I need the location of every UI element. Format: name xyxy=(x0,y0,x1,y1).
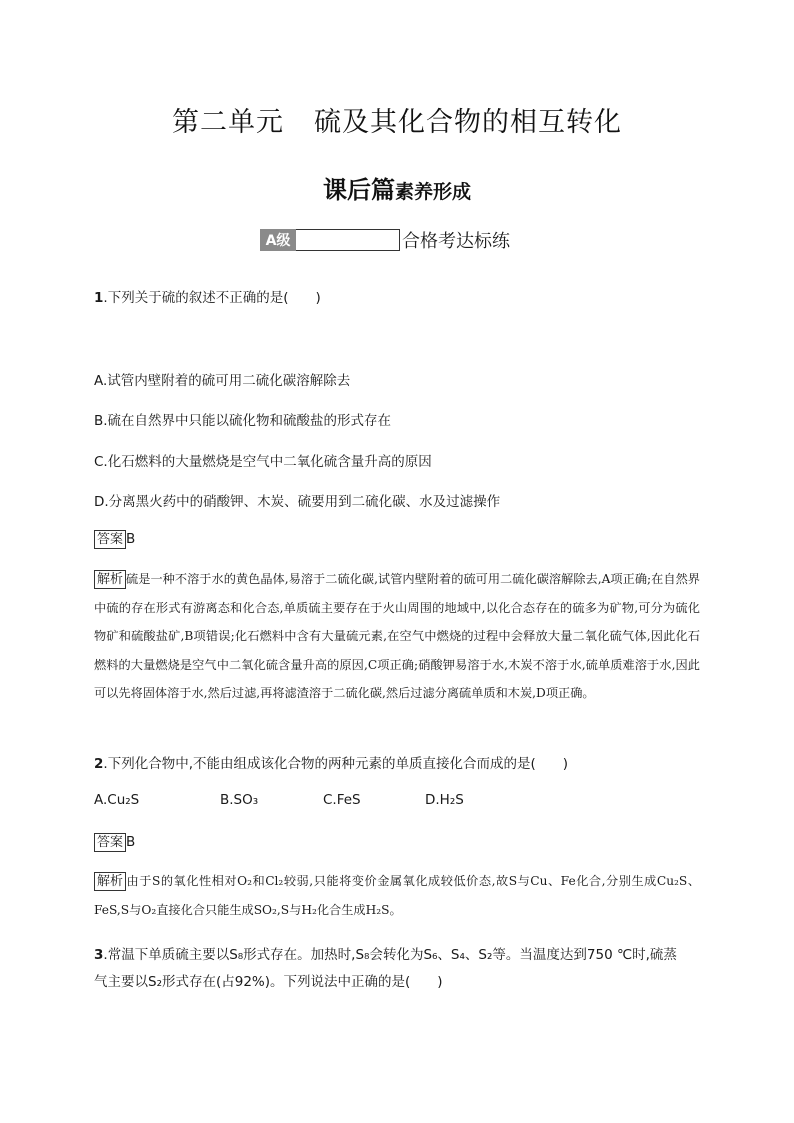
subtitle-secondary: 素养形成 xyxy=(394,181,471,203)
question-number: 2 xyxy=(94,756,104,772)
page-title xyxy=(0,100,794,139)
question-2-option-d: D.H₂S xyxy=(425,792,464,808)
question-text: .常温下单质硫主要以S₈形式存在。加热时,S₈会转化为S₆、S₄、S₂等。当温度达到750 ℃时,硫蒸 xyxy=(103,947,677,963)
explanation-tag: 解析 xyxy=(94,570,126,589)
question-2-stem xyxy=(94,752,568,772)
subtitle-main: 课后篇 xyxy=(322,176,395,204)
question-2-explanation xyxy=(94,867,700,924)
question-3-stem-line-1 xyxy=(94,943,677,963)
answer-value: B xyxy=(126,834,136,850)
question-1-option-c: C.化石燃料的大量燃烧是空气中二氧化硫含量升高的原因 xyxy=(94,454,432,470)
answer-value: B xyxy=(126,531,136,547)
question-1-explanation xyxy=(94,565,700,708)
question-1-answer xyxy=(94,530,135,549)
level-badge: A级 xyxy=(260,229,296,251)
question-number: 1 xyxy=(94,290,104,306)
title-topic: 硫及其化合物的相互转化 xyxy=(314,107,622,138)
question-3-stem-line-2: 气主要以S₂形式存在(占92%)。下列说法中正确的是( ) xyxy=(94,974,443,990)
page-subtitle xyxy=(0,170,794,205)
answer-tag: 答案 xyxy=(94,833,126,852)
question-2-answer xyxy=(94,833,135,852)
explanation-tag: 解析 xyxy=(94,872,126,891)
level-heading xyxy=(260,227,510,253)
question-2-option-c: C.FeS xyxy=(323,792,361,808)
question-1-stem xyxy=(94,286,321,306)
question-1-option-d: D.分离黑火药中的硝酸钾、木炭、硫要用到二硫化碳、水及过滤操作 xyxy=(94,494,501,510)
question-2-option-a: A.Cu₂S xyxy=(94,792,140,808)
question-2-option-b: B.SO₃ xyxy=(220,792,259,808)
question-1-option-b: B.硫在自然界中只能以硫化物和硫酸盐的形式存在 xyxy=(94,413,392,429)
question-text: .下列关于硫的叙述不正确的是( ) xyxy=(103,290,321,306)
level-title: 合格考达标练 xyxy=(402,231,510,252)
explanation-text: 硫是一种不溶于水的黄色晶体,易溶于二硫化碳,试管内壁附着的硫可用二硫化碳溶解除去,A项正确;在自然界中硫的存在形式有游离态和化合态,单质硫主要存在于火山周围的地域中,以化合态存在的硫多为矿物,可分为硫化物矿和硫酸盐矿,B项错误;化石燃料中含有大量硫元素,在空气中燃烧的过程中会释放大量二氧化硫气体,因此化石燃料的大量燃烧是空气中二氧化硫含量升高的原因,C项正确;硝酸钾易溶于水,木炭不溶于水,硫单质难溶于水,因此可以先将固体溶于水,然后过滤,再将滤渣溶于二硫化碳,然后过滤分离硫单质和木炭,D项正确。 xyxy=(94,572,700,700)
title-unit: 第二单元 xyxy=(172,107,284,138)
answer-tag: 答案 xyxy=(94,530,126,549)
question-number: 3 xyxy=(94,947,104,963)
question-text: .下列化合物中,不能由组成该化合物的两种元素的单质直接化合而成的是( ) xyxy=(103,756,569,772)
explanation-text: 由于S的氧化性相对O₂和Cl₂较弱,只能将变价金属氧化成较低价态,故S与Cu、Fe化合,分别生成Cu₂S、FeS,S与O₂直接化合只能生成SO₂,S与H₂化合生成H₂S。 xyxy=(94,874,700,917)
level-underline-box xyxy=(296,229,400,251)
question-1-option-a: A.试管内壁附着的硫可用二硫化碳溶解除去 xyxy=(94,373,351,389)
